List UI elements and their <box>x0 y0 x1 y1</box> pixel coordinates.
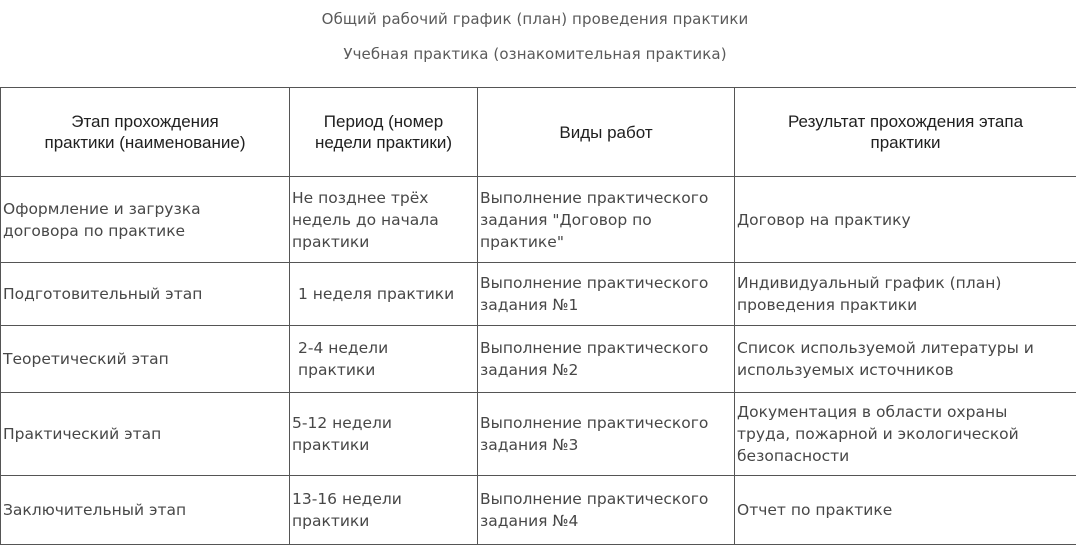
header-result-text: Результат прохождения этапа практики <box>787 112 1024 152</box>
practice-schedule-table <box>0 87 1076 545</box>
cell-work-text: Выполнение практического задания "Договор по практике" <box>480 188 709 251</box>
cell-period-text: 5-12 недели практики <box>292 414 393 454</box>
table-header <box>1 88 1076 177</box>
header-period <box>290 88 478 177</box>
cell-work <box>478 177 735 263</box>
table-row <box>1 177 1076 263</box>
cell-period-text: 2-4 недели практики <box>298 339 389 379</box>
cell-result-text: Индивидуальный график (план) проведения практики <box>737 274 1002 314</box>
header-work-types-text: Виды работ <box>559 122 653 142</box>
cell-result <box>735 177 1076 263</box>
cell-result <box>735 263 1076 326</box>
cell-stage <box>1 177 290 263</box>
table-row <box>1 476 1076 545</box>
cell-result-text: Договор на практику <box>737 210 911 229</box>
cell-period <box>290 177 478 263</box>
cell-stage-text: Практический этап <box>3 425 162 443</box>
cell-work-text: Выполнение практического задания №4 <box>480 490 709 530</box>
table-header-row <box>1 88 1076 177</box>
cell-period-text: 1 неделя практики <box>298 285 455 303</box>
document-title: Общий рабочий график (план) проведения практики <box>321 10 749 28</box>
header-result <box>735 88 1076 177</box>
cell-work <box>478 263 735 326</box>
cell-result-text: Список используемой литературы и используемых источников <box>737 339 1034 379</box>
header-stage <box>1 88 290 177</box>
header-work-types <box>478 88 735 177</box>
cell-period-text: Не позднее трёх недель до начала практики <box>292 188 439 251</box>
header-stage-text: Этап прохождения практики (наименование) <box>44 112 246 152</box>
cell-result-text: Отчет по практике <box>737 501 893 519</box>
document-subtitle: Учебная практика (ознакомительная практика) <box>343 45 727 63</box>
cell-work <box>478 326 735 393</box>
cell-result <box>735 476 1076 545</box>
cell-period <box>290 263 478 326</box>
cell-work <box>478 476 735 545</box>
table-row <box>1 326 1076 393</box>
cell-stage-text: Оформление и загрузка договора по практике <box>3 199 201 240</box>
cell-period-text: 13-16 недели практики <box>292 490 402 530</box>
cell-stage <box>1 263 290 326</box>
cell-work-text: Выполнение практического задания №3 <box>480 414 709 454</box>
cell-stage <box>1 326 290 393</box>
table-row <box>1 393 1076 476</box>
table-body <box>1 177 1076 545</box>
cell-period <box>290 393 478 476</box>
cell-result <box>735 326 1076 393</box>
cell-work-text: Выполнение практического задания №2 <box>480 339 709 379</box>
cell-stage-text: Теоретический этап <box>3 350 169 368</box>
cell-result-text: Документация в области охраны труда, пожарной и экологической безопасности <box>737 403 1019 465</box>
cell-work <box>478 393 735 476</box>
header-period-text: Период (номер недели практики) <box>314 112 453 152</box>
cell-result <box>735 393 1076 476</box>
cell-period <box>290 326 478 393</box>
cell-stage-text: Заключительный этап <box>3 501 187 519</box>
table-row <box>1 263 1076 326</box>
cell-period <box>290 476 478 545</box>
cell-stage-text: Подготовительный этап <box>3 285 203 303</box>
cell-work-text: Выполнение практического задания №1 <box>480 274 709 314</box>
cell-stage <box>1 393 290 476</box>
cell-stage <box>1 476 290 545</box>
